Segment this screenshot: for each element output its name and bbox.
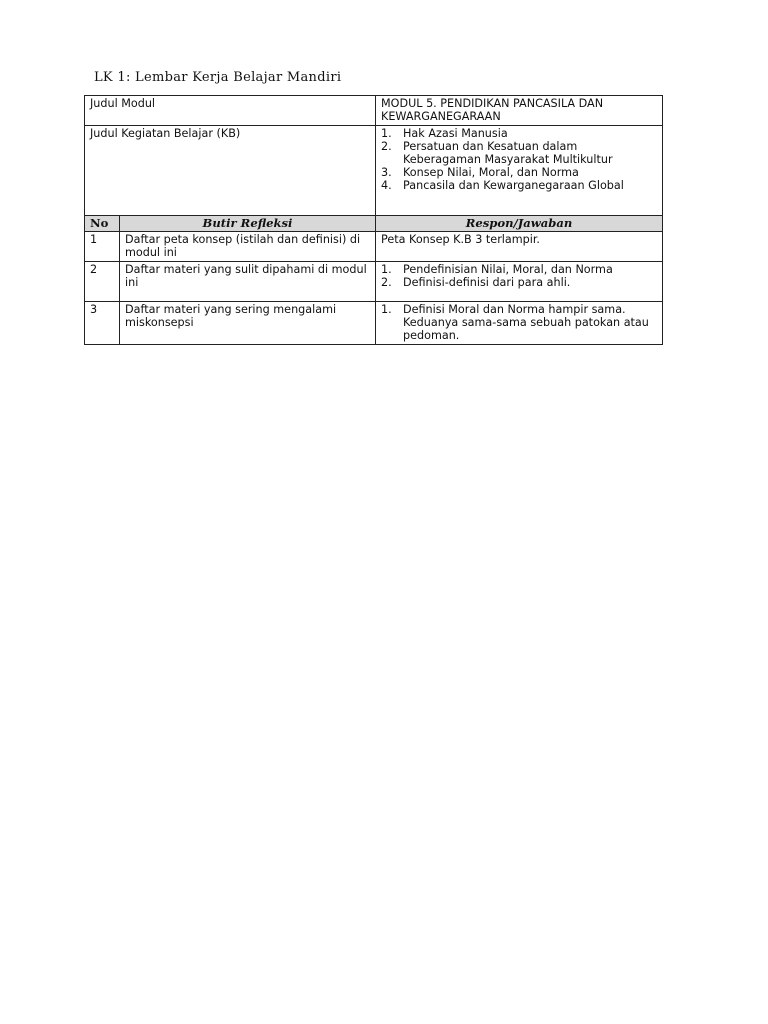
- row-number: 2: [85, 262, 120, 302]
- judul-modul-label: Judul Modul: [85, 96, 376, 126]
- list-item: 1. Hak Azasi Manusia: [381, 127, 508, 140]
- worksheet-table: [84, 95, 663, 345]
- table-row: [85, 232, 663, 262]
- header-butir-refleksi: Butir Refleksi: [120, 216, 376, 232]
- row-number: 3: [85, 302, 120, 345]
- respon-cell: [376, 302, 663, 345]
- list-item: 1. Pendefinisian Nilai, Moral, dan Norma: [381, 263, 613, 276]
- list-item: 2. Persatuan dan Kesatuan dalam Keberagaman Masyarakat Multikultur: [381, 140, 613, 166]
- judul-modul-value: MODUL 5. PENDIDIKAN PANCASILA DAN KEWARGANEGARAAN: [376, 96, 663, 126]
- respon-list: [381, 263, 657, 289]
- butir-refleksi-cell: Daftar peta konsep (istilah dan definisi) di modul ini: [120, 232, 376, 262]
- kegiatan-belajar-list: [381, 127, 657, 192]
- table-row: [85, 262, 663, 302]
- page-title: LK 1: Lembar Kerja Belajar Mandiri: [94, 70, 342, 85]
- info-row-judul-kb: [85, 126, 663, 216]
- info-row-judul-modul: [85, 96, 663, 126]
- butir-refleksi-cell: Daftar materi yang sering mengalami miskonsepsi: [120, 302, 376, 345]
- list-item: 1. Definisi Moral dan Norma hampir sama. Keduanya sama-sama sebuah patokan atau pedoman.: [381, 303, 649, 342]
- respon-cell: Peta Konsep K.B 3 terlampir.: [376, 232, 663, 262]
- table-header-row: [85, 216, 663, 232]
- list-item: 4. Pancasila dan Kewarganegaraan Global: [381, 179, 624, 192]
- butir-refleksi-cell: Daftar materi yang sulit dipahami di modul ini: [120, 262, 376, 302]
- respon-cell: [376, 262, 663, 302]
- header-no: No: [85, 216, 120, 232]
- row-number: 1: [85, 232, 120, 262]
- judul-kb-list-cell: [376, 126, 663, 216]
- judul-kb-label: Judul Kegiatan Belajar (KB): [85, 126, 376, 216]
- list-item: 2. Definisi-definisi dari para ahli.: [381, 276, 571, 289]
- table-row: [85, 302, 663, 345]
- respon-list: [381, 303, 657, 342]
- list-item: 3. Konsep Nilai, Moral, dan Norma: [381, 166, 579, 179]
- header-respon-jawaban: Respon/Jawaban: [376, 216, 663, 232]
